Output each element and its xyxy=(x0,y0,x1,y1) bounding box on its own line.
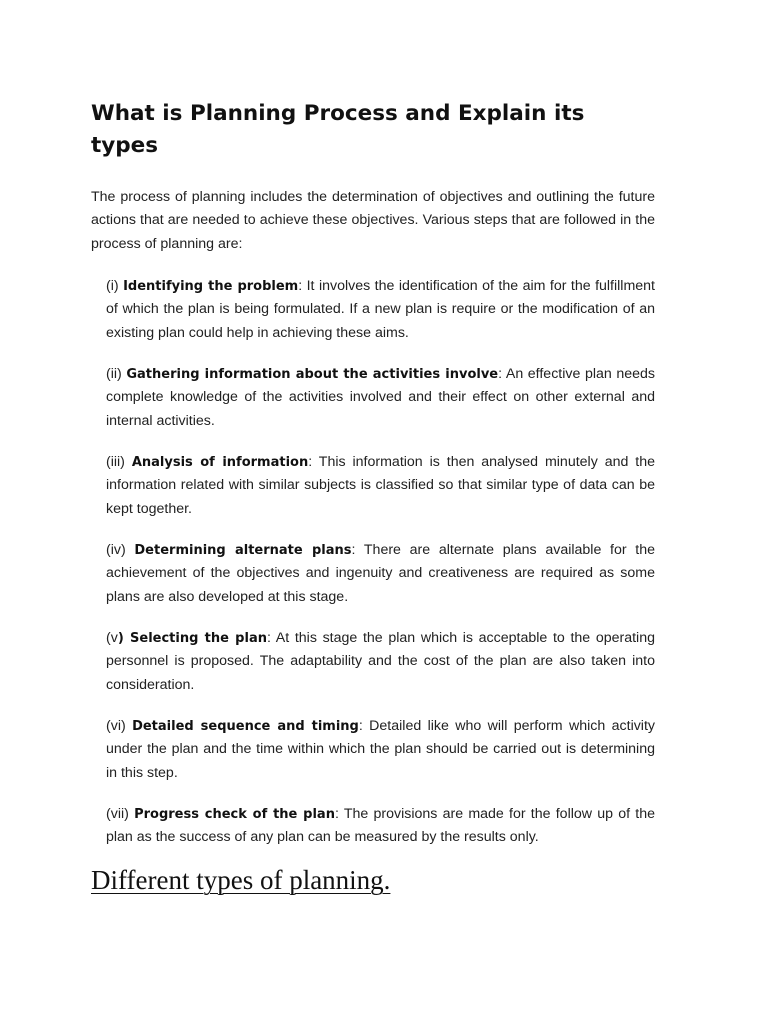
step-number: (v xyxy=(106,630,118,646)
step-label: Detailed sequence and timing xyxy=(132,719,359,734)
step-item-5 xyxy=(106,627,655,697)
step-number: (vi) xyxy=(106,718,133,734)
step-text: : Detailed like who will perform which activity under the plan and the time within which the plan should be carried out is determining in this step. xyxy=(106,718,655,781)
step-item-1 xyxy=(106,275,655,345)
step-text: : An effective plan needs complete knowledge of the activities involved and their effect on other external and internal activities. xyxy=(106,366,655,429)
step-label: ) Selecting the plan xyxy=(117,631,267,646)
step-item-2 xyxy=(106,363,655,433)
step-text: : The provisions are made for the follow up of the plan as the success of any plan can be measured by the results only. xyxy=(106,806,655,846)
step-item-4 xyxy=(106,539,655,609)
step-item-3 xyxy=(106,451,655,521)
step-item-7 xyxy=(106,803,655,850)
step-label: Gathering information about the activities involve xyxy=(126,367,499,382)
step-text: : At this stage the plan which is acceptable to the operating personnel is proposed. The adaptability and the cost of the plan are also taken into consideration. xyxy=(106,630,655,693)
step-label: Identifying the problem xyxy=(123,279,299,294)
step-text: : It involves the identification of the aim for the fulfillment of which the plan is being formulated. If a new plan is require or the modification of an existing plan could help in achieving these aims. xyxy=(106,278,655,341)
step-number: (vii) xyxy=(106,806,135,822)
step-number: (ii) xyxy=(106,366,127,382)
section-heading: Different types of planning. xyxy=(91,865,391,895)
step-label: Progress check of the plan xyxy=(134,807,335,822)
step-number: (i) xyxy=(106,278,124,294)
step-item-6 xyxy=(106,715,655,785)
intro-paragraph: The process of planning includes the determination of objectives and outlining the future actions that are needed to achieve these objectives. Various steps that are followed in the process of planning are: xyxy=(91,189,655,252)
step-text: : This information is then analysed minutely and the information related with similar subjects is classified so that similar type of data can be kept together. xyxy=(106,454,655,517)
step-number: (iii) xyxy=(106,454,132,470)
document-title: What is Planning Process and Explain its types xyxy=(91,101,585,158)
step-label: Analysis of information xyxy=(131,455,309,470)
step-label: Determining alternate plans xyxy=(134,543,352,558)
step-text: : There are alternate plans available for the achievement of the objectives and ingenuity and creativeness are required as some plans are also developed at this stage. xyxy=(106,542,655,605)
step-number: (iv) xyxy=(106,542,135,558)
